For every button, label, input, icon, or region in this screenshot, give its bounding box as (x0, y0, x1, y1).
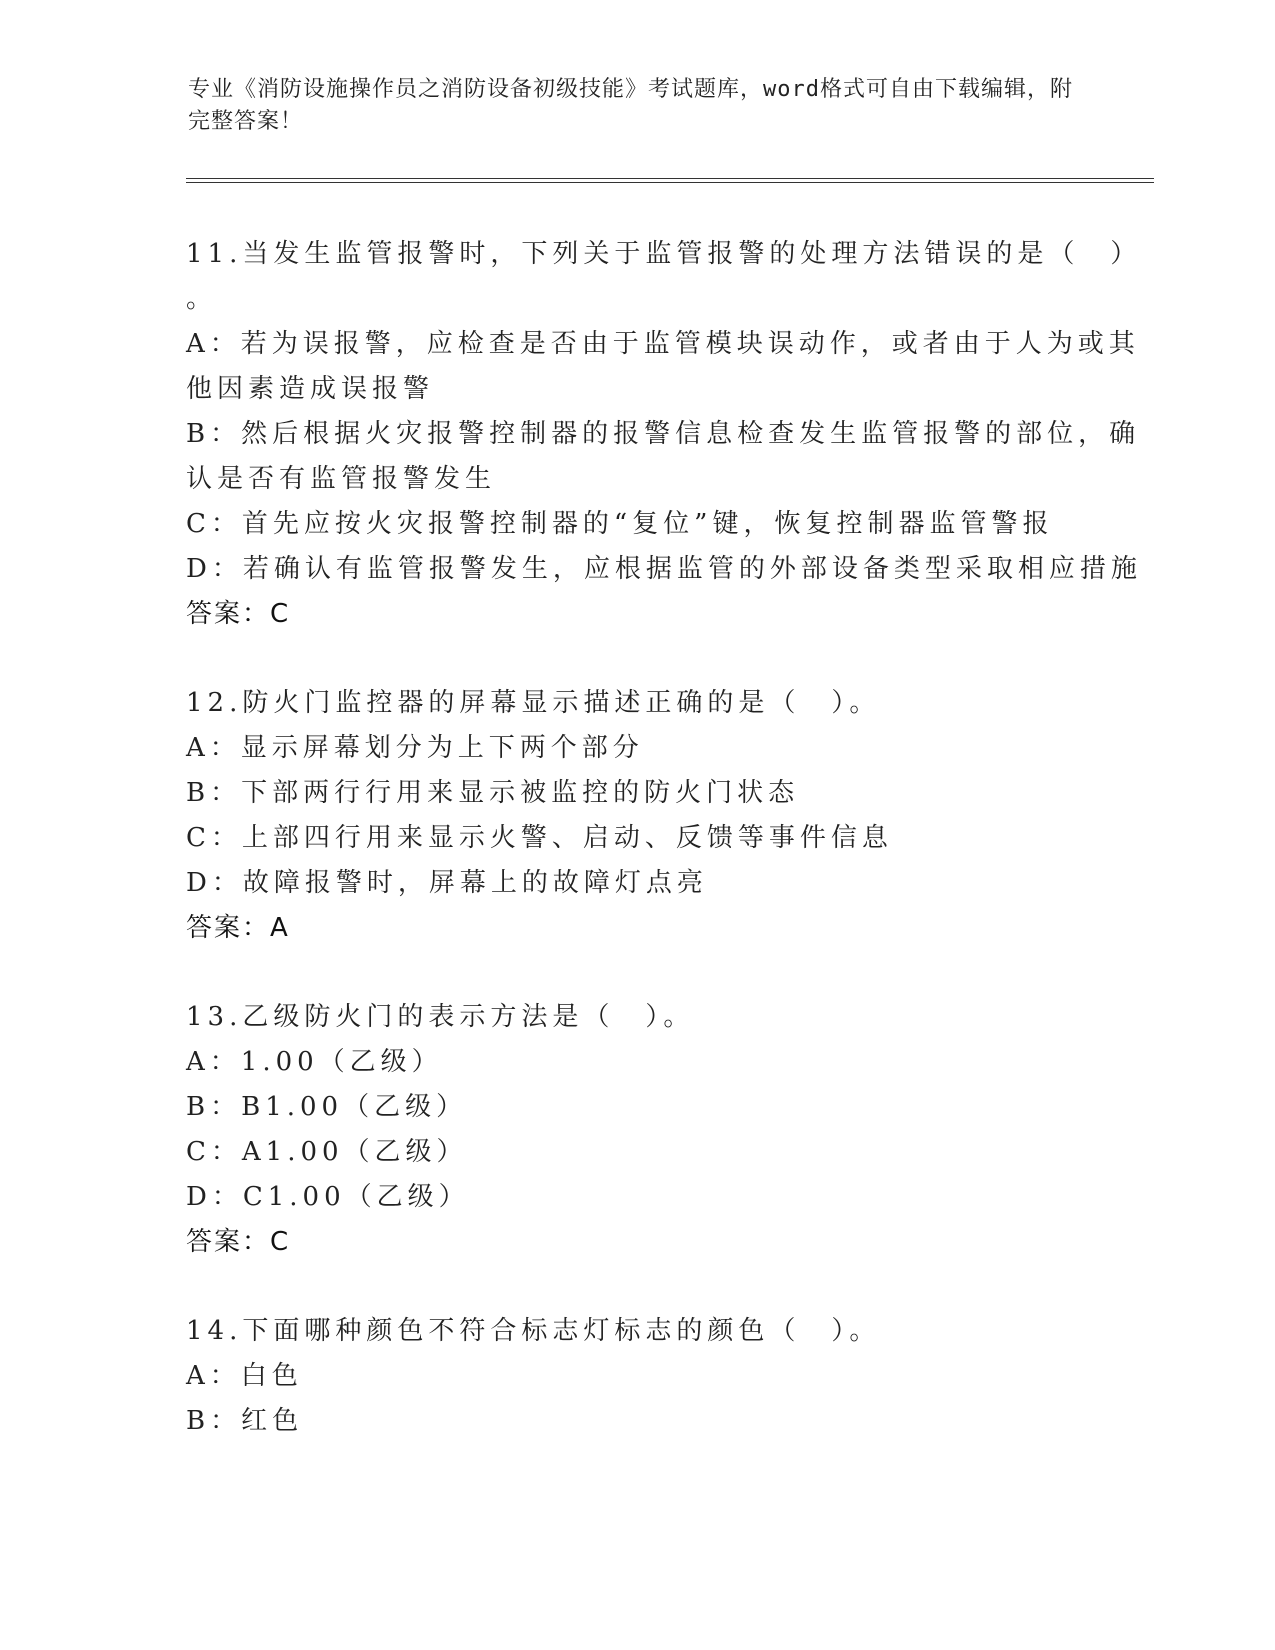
option-a: A：1.00（乙级） (186, 1047, 443, 1077)
option-b: B：红色 (186, 1406, 304, 1436)
option-c: C：A1.00（乙级） (186, 1137, 468, 1167)
question-12 (186, 681, 1086, 951)
option-d: D：故障报警时，屏幕上的故障灯点亮 (186, 868, 708, 898)
question-stem: 12.防火门监控器的屏幕显示描述正确的是（ ）。 (186, 688, 881, 718)
answer: 答案：A (186, 913, 290, 943)
question-stem: 14.下面哪种颜色不符合标志灯标志的颜色（ ）。 (186, 1316, 881, 1346)
option-d: D：若确认有监管报警发生，应根据监管的外部设备类型采取相应措施 (186, 554, 1142, 584)
header-divider-top (186, 178, 1154, 179)
option-a: A：若为误报警，应检查是否由于监管模块误动作，或者由于人为或其 (186, 329, 1140, 359)
option-b: B：然后根据火灾报警控制器的报警信息检查发生监管报警的部位，确 (186, 419, 1141, 449)
answer: 答案：C (186, 1227, 291, 1257)
header-divider-bottom (186, 182, 1154, 183)
option-b-continued: 认是否有监管报警发生 (186, 464, 497, 494)
option-c: C：上部四行用来显示火警、启动、反馈等事件信息 (186, 823, 893, 853)
option-c: C：首先应按火灾报警控制器的“复位”键，恢复控制器监管警报 (186, 509, 1054, 539)
option-b: B：B1.00（乙级） (186, 1092, 468, 1122)
question-14 (186, 1309, 1086, 1444)
question-stem-continued: 。 (186, 284, 218, 314)
question-13 (186, 995, 1086, 1265)
option-a: A：白色 (186, 1361, 303, 1391)
option-a-continued: 他因素造成误报警 (186, 374, 435, 404)
document-header: 专业《消防设施操作员之消防设备初级技能》考试题库，word格式可自由下载编辑，附完整答案！ (188, 77, 1073, 134)
option-b: B：下部两行行用来显示被监控的防火门状态 (186, 778, 800, 808)
answer: 答案：C (186, 599, 291, 629)
question-stem: 11.当发生监管报警时，下列关于监管报警的处理方法错误的是（ ） (186, 239, 1142, 269)
question-11 (186, 232, 1142, 637)
question-stem: 13.乙级防火门的表示方法是（ ）。 (186, 1002, 695, 1032)
option-d: D：C1.00（乙级） (186, 1182, 470, 1212)
option-a: A：显示屏幕划分为上下两个部分 (186, 733, 644, 763)
question-list (186, 232, 1142, 1488)
